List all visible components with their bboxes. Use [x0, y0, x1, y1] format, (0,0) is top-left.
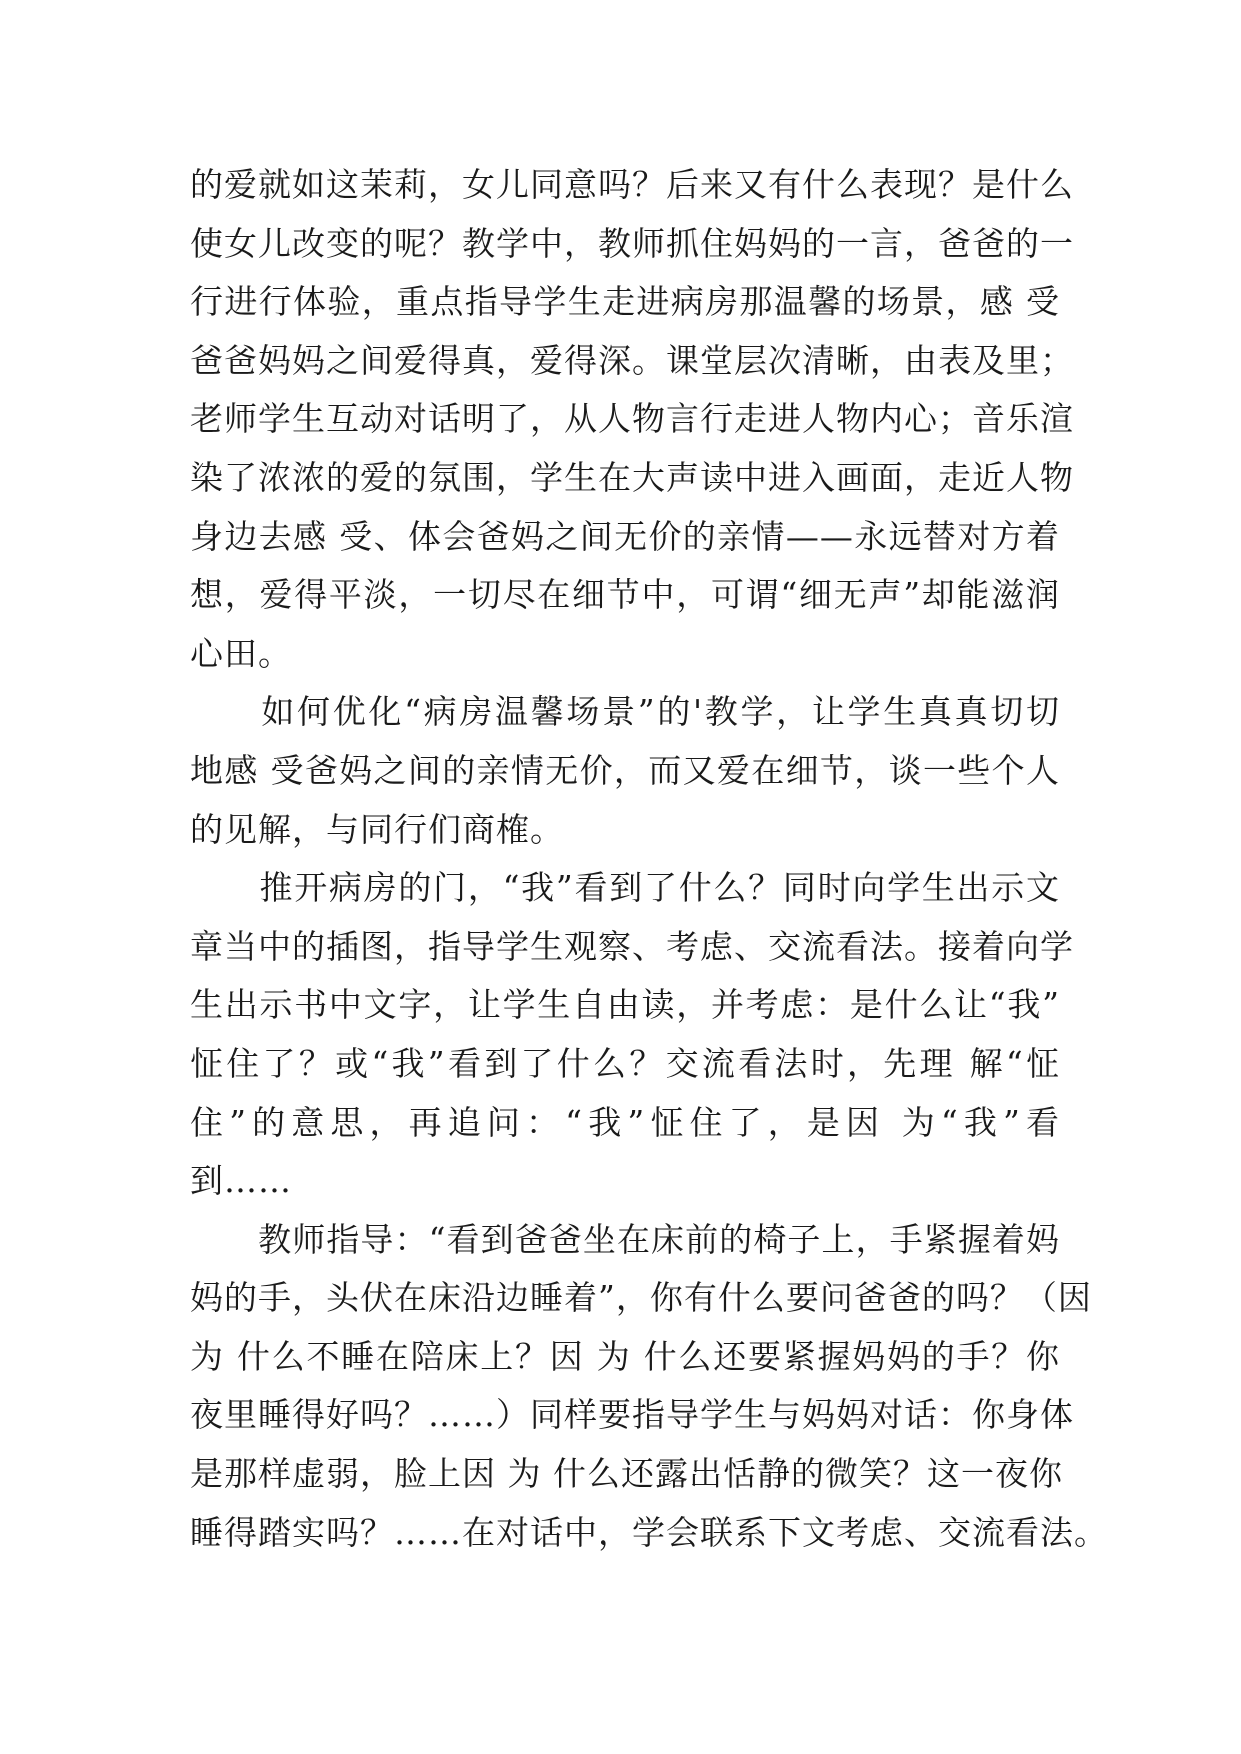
text-line: 推开病房的门，“我”看到了什么？同时向学生出示文 [190, 868, 1060, 908]
text-line: 身边去感 受、体会爸妈之间无价的亲情——永远替对方着 [190, 516, 1060, 556]
text-line: 行进行体验，重点指导学生走进病房那温馨的场景，感 受 [190, 282, 1060, 322]
text-line: 爸爸妈妈之间爱得真，爱得深。课堂层次清晰，由表及里； [190, 340, 1074, 380]
text-line: 教师指导：“看到爸爸坐在床前的椅子上，手紧握着妈 [190, 1219, 1060, 1259]
text-line: 染了浓浓的爱的氛围，学生在大声读中进入画面，走近人物 [190, 457, 1074, 497]
text-line: 心田。 [190, 633, 292, 673]
text-line: 生出示书中文字，让学生自由读，并考虑：是什么让“我” [190, 985, 1060, 1025]
text-line: 住”的意思，再追问：“我”怔住了，是因 为“我”看 [190, 1102, 1060, 1142]
text-line: 妈的手，头伏在床沿边睡着”，你有什么要问爸爸的吗？（因 [190, 1278, 1092, 1318]
text-line: 如何优化“病房温馨场景”的'教学，让学生真真切切 [190, 692, 1060, 732]
text-line: 到…… [190, 1161, 292, 1201]
text-line: 使女儿改变的呢？教学中，教师抓住妈妈的一言，爸爸的一 [190, 223, 1074, 263]
text-line: 地感 受爸妈之间的亲情无价，而又爱在细节，谈一些个人 [190, 750, 1060, 790]
text-line: 夜里睡得好吗？……）同样要指导学生与妈妈对话：你身体 [190, 1395, 1074, 1435]
text-line: 老师学生互动对话明了，从人物言行走进人物内心；音乐渲 [190, 399, 1074, 439]
text-line: 的见解，与同行们商榷。 [190, 809, 564, 849]
text-line: 章当中的插图，指导学生观察、考虑、交流看法。接着向学 [190, 926, 1074, 966]
text-line: 想，爱得平淡，一切尽在细节中，可谓“细无声”却能滋润 [190, 575, 1060, 615]
text-line: 是那样虚弱，脸上因 为 什么还露出恬静的微笑？这一夜你 [190, 1454, 1063, 1494]
text-line: 的爱就如这茉莉，女儿同意吗？后来又有什么表现？是什么 [190, 165, 1074, 204]
body-text [190, 156, 1108, 1562]
text-line: 睡得踏实吗？……在对话中，学会联系下文考虑、交流看法。 [190, 1512, 1108, 1552]
text-line: 为 什么不睡在陪床上？因 为 什么还要紧握妈妈的手？你 [190, 1336, 1060, 1376]
text-line: 怔住了？或“我”看到了什么？交流看法时，先理 解“怔 [190, 1043, 1060, 1083]
